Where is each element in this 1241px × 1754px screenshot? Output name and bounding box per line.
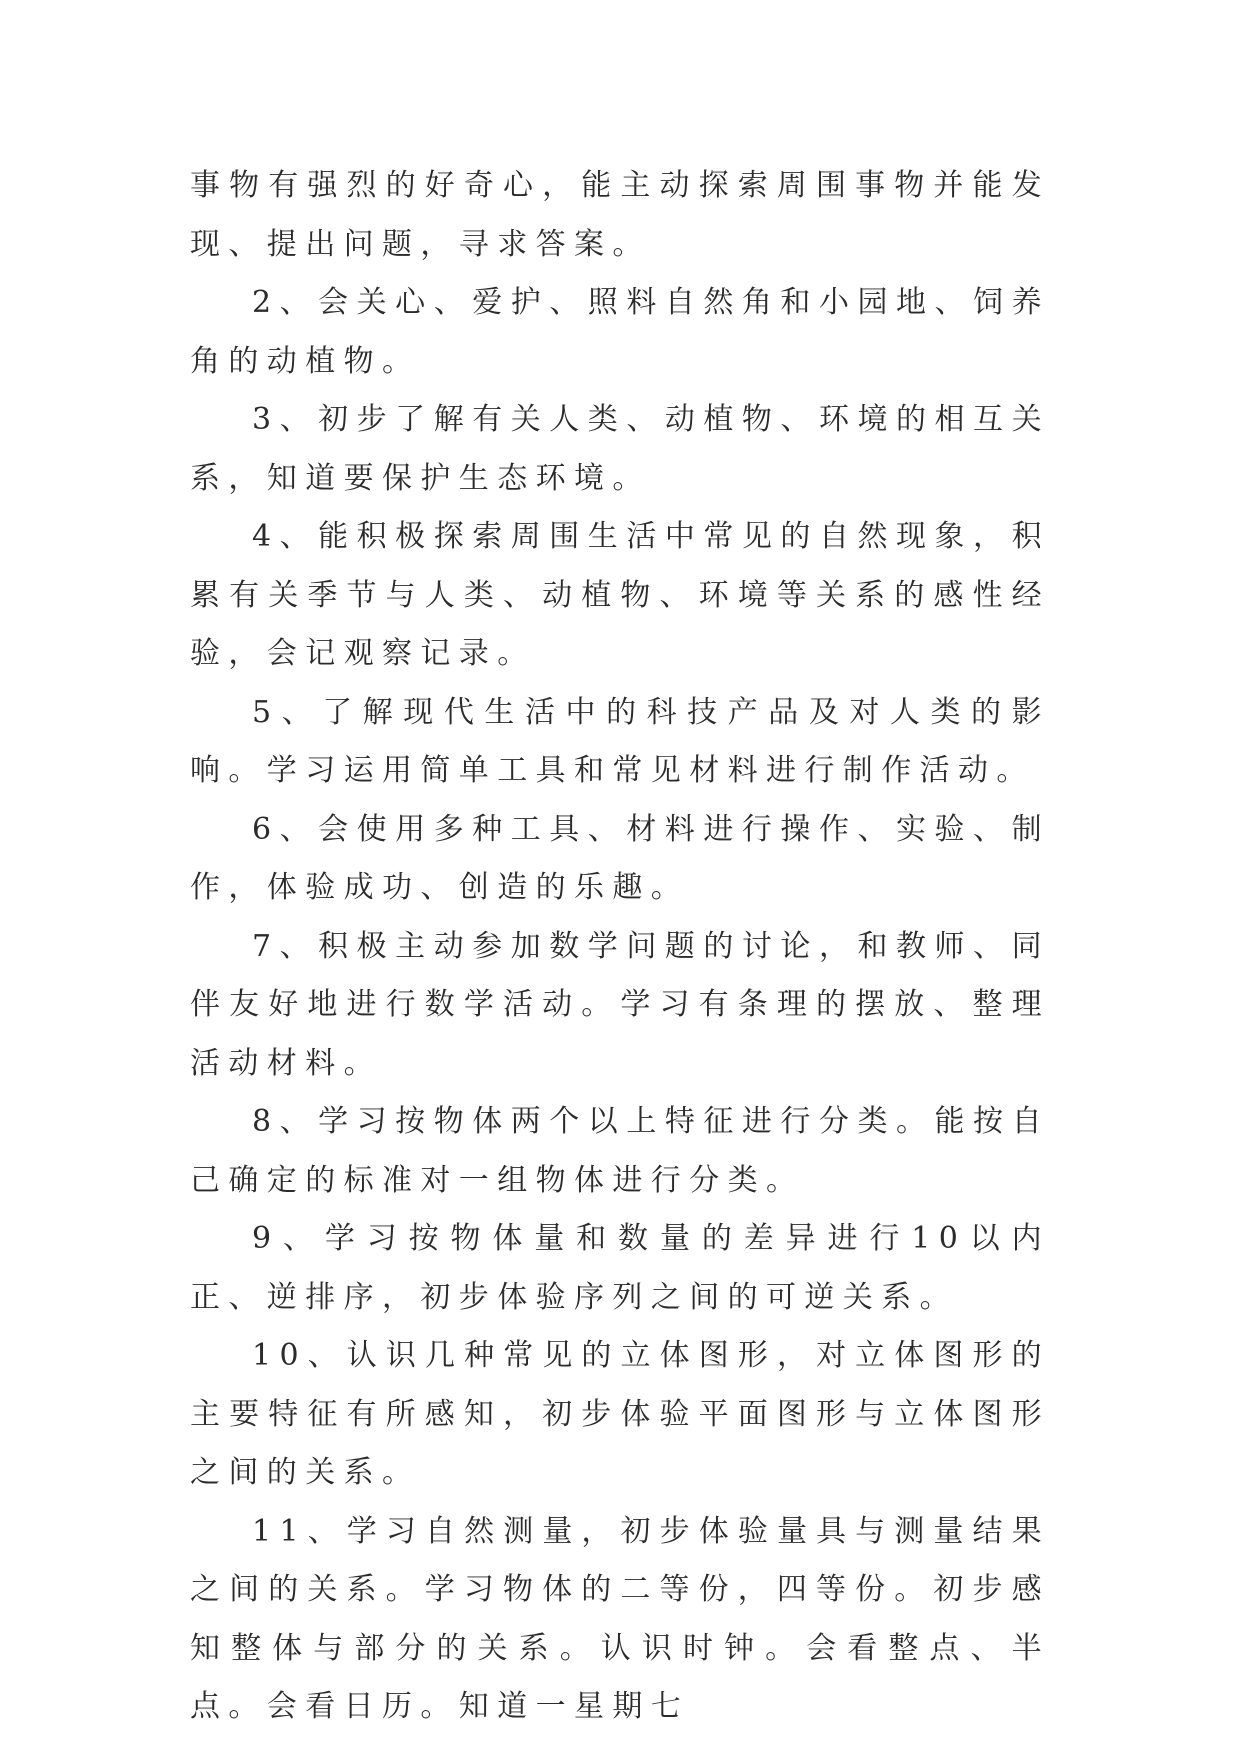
paragraph-item-9: 9、学习按物体量和数量的差异进行10以内正、逆排序，初步体验序列之间的可逆关系。 — [190, 1221, 1050, 1315]
paragraph-item-5: 5、了解现代生活中的科技产品及对人类的影响。学习运用简单工具和常见材料进行制作活动。 — [190, 694, 1050, 788]
paragraph-item-2: 2、会关心、爱护、照料自然角和小园地、饲养角的动植物。 — [190, 285, 1050, 379]
paragraph-continued: 事物有强烈的好奇心，能主动探索周围事物并能发现、提出问题，寻求答案。 — [190, 168, 1050, 262]
paragraph-item-3: 3、初步了解有关人类、动植物、环境的相互关系，知道要保护生态环境。 — [190, 402, 1050, 496]
paragraph-item-8: 8、学习按物体两个以上特征进行分类。能按自己确定的标准对一组物体进行分类。 — [190, 1104, 1050, 1198]
paragraph-item-11: 11、学习自然测量，初步体验量具与测量结果之间的关系。学习物体的二等份，四等份。初步感知整体与部分的关系。认识时钟。会看整点、半点。会看日历。知道一星期七 — [190, 1513, 1050, 1724]
paragraph-item-7: 7、积极主动参加数学问题的讨论，和教师、同伴友好地进行数学活动。学习有条理的摆放、整理活动材料。 — [190, 928, 1050, 1081]
paragraph-item-6: 6、会使用多种工具、材料进行操作、实验、制作，体验成功、创造的乐趣。 — [190, 811, 1050, 905]
paragraph-item-4: 4、能积极探索周围生活中常见的自然现象，积累有关季节与人类、动植物、环境等关系的感性经验，会记观察记录。 — [190, 519, 1050, 671]
document-body — [190, 157, 1050, 1737]
paragraph-item-10: 10、认识几种常见的立体图形，对立体图形的主要特征有所感知，初步体验平面图形与立体图形之间的关系。 — [190, 1338, 1050, 1490]
